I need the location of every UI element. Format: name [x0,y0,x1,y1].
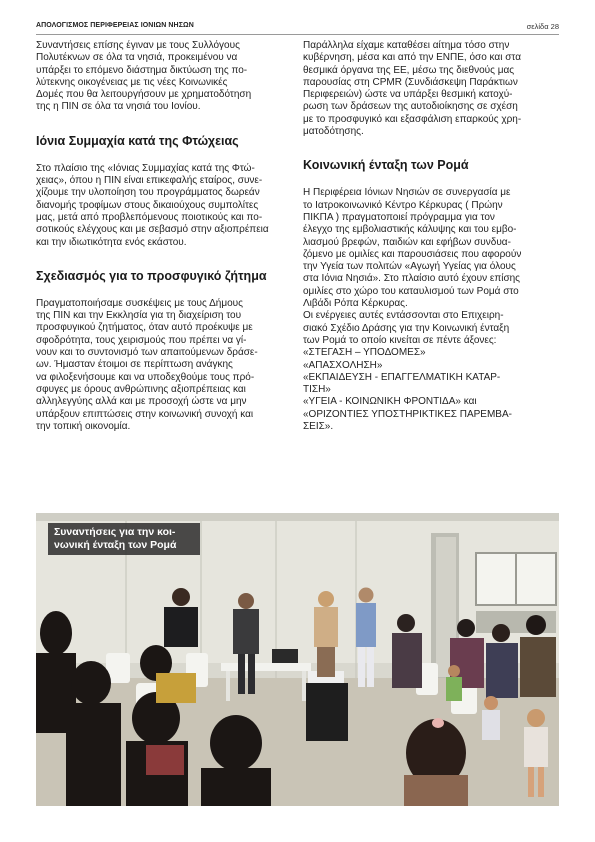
text-line: διανομής τροφίμων στους δικαιούχους συμπολίτες [36,199,259,211]
section-heading-poverty-alliance: Ιόνια Συμμαχία κατά της Φτώχειας [36,133,239,148]
text-line: Στο πλαίσιο της «Ιόνιας Συμμαχίας κατά της Φτώ- [36,162,255,174]
section-heading-roma-inclusion: Κοινωνική ένταξη των Ρομά [303,158,469,173]
text-line: σοτικούς ελέγχους και με σεβασμό στην αξιοπρέπεια [36,224,269,236]
text-line: στα Ιόνια Νησιά». Στο πλαίσιο αυτό έχουν επίσης [303,273,520,285]
text-line: της ΠΙΝ και την Εκκλησία για τη διαχείριση του [36,310,242,322]
page-header [36,22,559,36]
meeting-photo [36,513,559,806]
axis-item: «ΣΤΕΓΑΣΗ – ΥΠΟΔΟΜΕΣ» [303,347,426,359]
text-line: σφυγες με όρους ανθρώπινης αξιοπρέπειας και [36,383,246,395]
text-line: μας, μετά από προβλεπόμενους ποιοτικούς και πο- [36,211,263,223]
text-line: θεσμικά όργανα της ΕΕ, μέσω της διεθνούς μας [303,64,515,76]
left-column [36,40,288,433]
text-line: κυβέρνηση, μέσα και από την ΕΝΠΕ, όσο και στα [303,52,521,64]
text-line: χίζουμε την υλοποίηση του προγράμματος δωρεάν [36,187,260,199]
text-line: Πολυτέκνων σε όλα τα νησιά, προκειμένου να [36,52,238,64]
text-line: έλεγχο της εμβολιαστικής κάλυψης και του εμβο- [303,224,517,236]
caption-line: νωνική ένταξη των Ρομά [54,539,177,551]
text-line: των Ρομά το οποίο κινείται σε πέντε άξονες: [303,334,497,346]
text-line: λύτεκνης οικογένειας με τις νέες Κοινωνικές [36,76,228,88]
text-line: με το προσφυγικό και εξασφάλιση επαρκούς χρη- [303,113,522,125]
text-line: την τοπική οικονομία. [36,420,131,432]
left-intro-paragraph [36,40,288,114]
text-line: και την ιδιωτικότητα ενός εκάστου. [36,236,187,248]
section-heading-refugee-planning: Σχεδιασμός για το προσφυγικό ζήτημα [36,268,267,283]
text-line: Παράλληλα είχαμε καταθέσει αίτημα τόσο στην [303,40,510,51]
text-line: προσφυγικού ζητήματος, όταν αυτό προέκυψε με [36,322,253,334]
text-line: ομιλίες στο χώρο του καταυλισμού των Ρομά στο [303,285,519,297]
photo-caption [48,523,200,555]
text-line: υπάρξει το επόμενο διάστημα δικτύωση της πο- [36,64,248,76]
text-line: της η ΠΙΝ σε όλα τα νησιά του Ιονίου. [36,101,201,113]
text-line: Λιβάδι Ρόπα Κέρκυρας. [303,298,408,310]
text-line: την Υγεία των πολιτών «Αγωγή Υγείας για όλους [303,261,516,273]
page-number: σελίδα 28 [526,22,559,31]
text-line: ματοδότησης. [303,126,364,138]
document-title: ΑΠΟΛΟΓΙΣΜΟΣ ΠΕΡΙΦΕΡΕΙΑΣ ΙΟΝΙΩΝ ΝΗΣΩΝ [36,22,194,29]
axis-item: «ΑΠΑΣΧΟΛΗΣΗ» [303,359,383,371]
text-line: Οι ενέργειες αυτές εντάσσονται στο Επιχειρη- [303,310,504,322]
text-line: σφοδρότητα, τους χειρισμούς που πρέπει να γί- [36,334,247,346]
header-divider [36,34,559,35]
text-line: υπάρξουν επιπτώσεις στην κοινωνική συνοχή και [36,408,254,420]
text-line: Δομές που θα λειτουργήσουν με χρηματοδότηση [36,89,252,101]
text-line: Η Περιφέρεια Ιόνιων Νησιών σε συνεργασία με [303,187,511,199]
refugee-planning-paragraph [36,298,288,433]
axis-item: «ΕΚΠΑΙΔΕΥΣΗ - ΕΠΑΓΓΕΛΜΑΤΙΚΗ ΚΑΤΑΡ- [303,371,501,383]
poverty-alliance-paragraph [36,163,288,249]
text-line: ρωση των δράσεων της αυτοδιοίκησης σε σχέση [303,101,518,113]
axis-item: «ΥΓΕΙΑ - ΚΟΙΝΩΝΙΚΗ ΦΡΟΝΤΙΔΑ» και [303,396,477,408]
right-intro-paragraph [303,40,555,138]
text-line: το Ιατροκοινωνικό Κέντρο Κέρκυρας ( Πρώην [303,199,503,211]
text-line: αλληλεγγύης αλλά και με προσοχή ώστε να μην [36,396,247,408]
text-line: ζόμενο με ομιλίες και παρουσιάσεις που αφορούν [303,248,522,260]
axis-item: ΣΕΙΣ». [303,421,334,433]
text-line: να φιλοξενήσουμε και να υποδεχθούμε τους πρό- [36,371,255,383]
caption-line: Συναντήσεις για την κοι- [54,526,176,538]
text-line: σιακό Σχέδιο Δράσης για την Κοινωνική ένταξη [303,322,510,334]
text-line: χειας», όπου η ΠΙΝ είναι επικεφαλής εταίρος, συνε- [36,175,263,187]
roma-inclusion-paragraph [303,187,555,310]
meeting-photo-illustration [36,513,559,806]
text-line: ων. Ήμασταν έτοιμοι σε περίπτωση ανάγκης [36,359,233,371]
right-column [303,40,555,433]
text-line: νουν και το συντονισμό των απαιτούμενων δράσε- [36,347,258,359]
text-line: λιασμού βρεφών, παιδιών και εφήβων συνδυα- [303,236,511,248]
axis-item: «ΟΡΙΖΟΝΤΙΕΣ ΥΠΟΣΤΗΡΙΚΤΙΚΕΣ ΠΑΡΕΜΒΑ- [303,408,512,420]
text-line: παρουσίας στη CPMR (Συνδιάσκεψη Παράκτιων [303,76,518,88]
axis-item: ΤΙΣΗ» [303,384,331,396]
text-line: Συναντήσεις επίσης έγιναν με τους Συλλόγους [36,40,240,51]
text-line: Πραγματοποιήσαμε συσκέψεις με τους Δήμους [36,297,243,309]
text-line: ΠΙΚΠΑ ) πραγματοποιεί πρόγραμμα για τον [303,211,495,223]
text-line: Περιφερειών) ώστε να υπάρξει θεσμική κατοχύ- [303,89,513,101]
roma-action-plan-paragraph [303,310,555,433]
